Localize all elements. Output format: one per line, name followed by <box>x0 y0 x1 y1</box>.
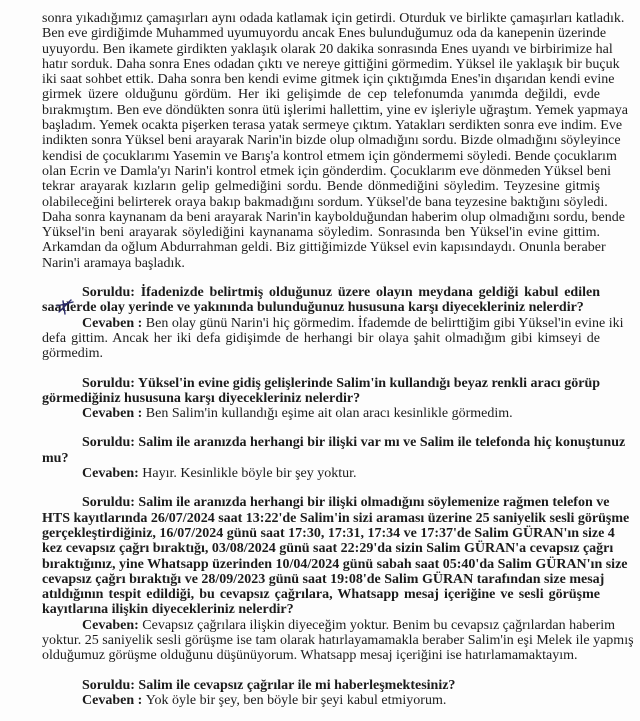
body-text: yoktur. 25 saniyelik sesli görüşme ise tam olarak hatırlayamamakla beraber Salim'in eşi Melek ile yapmış <box>42 632 634 648</box>
body-text: olduğumuz görüşme olduğunu düşünüyorum. Whatsapp mesaj içeriğini ise hatırlamamaktayım. <box>42 648 578 664</box>
text-line <box>42 41 613 57</box>
question-text: mu? <box>42 450 69 466</box>
text-line <box>42 510 630 526</box>
text-line <box>42 72 615 88</box>
body-text: kendisi de çocuklarımı Yasemin ve Barış'a kontrol etmem için göndermemi söyledi. Bende çocuklarım <box>42 148 617 164</box>
body-text: Ben eve girdiğimde Muhammed uyumuyordu ancak Enes bulunduğumuz oda da kanepenin üzerinde <box>42 26 607 42</box>
text-line <box>42 194 608 210</box>
text-line <box>42 376 600 391</box>
text-line <box>42 406 600 421</box>
body-text: iki saat sohbet ettik. Daha sonra ben kendi evime gitmek için çıktığımda Enes'in dışarıdan kendi evine <box>42 72 615 88</box>
body-text: indikten sonra Yüksel beni arayarak Narin'in bizde olup olmadığını sordu. Bizde olmadığını söyleyince <box>42 133 621 149</box>
text-line <box>42 466 600 481</box>
body-text: görmedim. <box>42 346 104 362</box>
text-line <box>42 617 616 633</box>
question-answer-block <box>42 285 624 362</box>
text-line <box>42 118 623 134</box>
text-line <box>42 240 606 256</box>
text-line <box>42 435 626 451</box>
body-text: defa gittim. Ancak her iki defa gidişimde de herhangi bir olaya şahit olmadığım gibi kimseyi de <box>42 330 600 346</box>
answer-label: Cevaben: <box>82 617 143 633</box>
text-line <box>42 451 600 466</box>
body-text: Cevapsız çağrılara ilişkin diyeceğim yoktur. Benim bu cevapsız çağrılardan haberim <box>142 617 616 633</box>
question-text: bıraktığınız, yine Whatsapp üzerinden 10/04/2024 günü sabah saat 05:40'da Salim GÜRAN'ın size <box>42 556 628 572</box>
body-text: girmek üzere olduğunu gördüm. Her iki gelişimde de cep telefonumda yanımda değildi, evde <box>42 87 600 103</box>
text-line <box>42 133 621 149</box>
text-line <box>42 56 620 72</box>
text-line <box>42 11 625 26</box>
body-text: uyuyordu. Ben ikamete girdikten yaklaşık olarak 20 dakika sonrasında Enes uyandı ve birbirimize hal <box>42 41 613 57</box>
body-text: Ben olay günü Narin'i hiç görmedim. İfademde de belirttiğim gibi Yüksel'in evine iki <box>145 315 624 331</box>
text-line <box>42 331 600 346</box>
body-text: Narin'i aramaya başladık. <box>42 255 185 271</box>
question-text: gerçekleştirdiğiniz, 16/07/2024 günü saat 17:30, 17:31, 17:34 ve 17:37'de Salim GÜRAN'ın size 4 <box>42 525 615 541</box>
text-line <box>42 632 634 648</box>
text-line <box>42 346 600 361</box>
text-line <box>42 285 600 300</box>
body-text: hatır sorduk. Daha sonra Enes odadan çıktı ve nereye gittiğini görmedim. Yüksel ile yaklaşık bir buçuk <box>42 56 620 72</box>
body-text: tekrar arayarak kızların gelip gelmediğini sordu. Bende dönmediğini söyledim. Teyzesine gitmiş <box>42 179 600 195</box>
text-line <box>42 541 614 557</box>
body-text: Arkamdan da oğlum Abdurrahman geldi. Biz gittiğimizde Yüksel evin kapısındaydı. Onunla beraber <box>42 240 606 256</box>
text-line <box>42 102 628 118</box>
question-text: Soruldu: Salim ile aranızda herhangi bir ilişki olmadığını söylemenize rağmen telefon ve <box>82 495 610 511</box>
text-line <box>42 587 600 602</box>
body-text: başladım. Yemek ocakta pişerken terasa yatak sermeye çıktım. Yatakları serdikten sonra eve indim. Eve <box>42 118 623 134</box>
text-line <box>42 556 628 572</box>
text-line <box>42 525 615 541</box>
handwritten-mark-icon <box>55 298 79 316</box>
question-answer-block <box>42 678 600 709</box>
answer-label: Cevaben : <box>82 692 146 708</box>
text-line <box>42 300 600 315</box>
question-answer-block <box>42 495 634 664</box>
body-text: bırakmıştım. Ben eve döndükten sonra ütü işlerimi hallettim, yine ev işleriyle uğraştım. Yemek yapmaya <box>42 102 628 118</box>
question-text: Soruldu: Yüksel'in evine gidiş gelişlerinde Salim'in kullandığı beyaz renkli aracı görüp <box>82 375 601 391</box>
question-text: HTS kayıtlarında 26/07/2024 saat 13:22'de Salim'in sizi araması üzerine 25 saniyelik sesli görüşme <box>42 510 630 526</box>
answer-label: Cevaben : <box>82 315 146 331</box>
text-line <box>42 225 600 240</box>
body-text: sonra yıkadığımız çamaşırları aynı odada katlamak için getirdi. Oturduk ve birlikte çamaşırları katladık. <box>42 11 625 26</box>
document-body <box>42 11 634 708</box>
text-line <box>42 163 612 179</box>
body-text: olan Ecrin ve Damla'yı Narin'i kontrol etmek için gönderdim. Çocuklarım eve dönmeden Yüksel beni <box>42 163 612 179</box>
text-line <box>42 648 600 663</box>
text-line <box>42 678 600 693</box>
text-line <box>42 391 600 406</box>
statement-paragraph <box>42 11 628 271</box>
question-text: atıldığının tespit edildiği, bu cevapsız çağrılara, Whatsapp mesaj içeriğine ve sesli görüşme <box>42 587 600 603</box>
text-line <box>42 87 600 102</box>
question-text: Soruldu: Salim ile aranızda herhangi bir ilişki var mı ve Salim ile telefonda hiç konuştunuz <box>82 435 626 451</box>
question-text: cevapsız çağrı bıraktığı ve 28/09/2023 günü saat 19:08'de Salim GÜRAN tarafından size mesaj <box>42 571 605 587</box>
text-line <box>42 602 600 617</box>
answer-label: Cevaben: <box>82 466 143 482</box>
body-text: Hayır. Kesinlikle böyle bir şey yoktur. <box>142 466 357 482</box>
text-line <box>42 693 600 708</box>
text-line <box>42 179 600 194</box>
text-line <box>42 495 610 511</box>
body-text: Yüksel'in beni arayarak söylediğini kaynanama söyledim. Sonrasında ben Yüksel'in evine gittim. <box>42 225 600 241</box>
text-line <box>42 148 617 164</box>
text-line <box>42 315 624 331</box>
question-answer-block <box>42 435 626 482</box>
question-text: Soruldu: İfadenizde belirtmiş olduğunuz üzere olayın meydana geldiği kabul edilen <box>82 285 600 301</box>
text-line <box>42 209 625 225</box>
question-text: görmediğiniz hususuna karşı diyecekleriniz nelerdir? <box>42 390 361 406</box>
body-text: Ben Salim'in kullandığı eşime ait olan aracı kesinlikle görmedim. <box>145 406 513 422</box>
text-line <box>42 26 607 42</box>
question-text: Soruldu: Salim ile cevapsız çağrılar ile mi haberleşmektesiniz? <box>82 677 456 693</box>
body-text: olabileceğini belirterek oraya bakıp bakmadığını sordum. Yüksel'de bana teyzesine baktığını söyledi. <box>42 194 608 210</box>
body-text: Yok öyle bir şey, ben böyle bir şeyi kabul etmiyorum. <box>145 692 447 708</box>
answer-label: Cevaben : <box>82 406 146 422</box>
question-text: kez cevapsız çağrı bıraktığı, 03/08/2024 günü saat 22:29'da sizin Salim GÜRAN'a cevapsız çağrı <box>42 541 614 557</box>
text-line <box>42 571 605 587</box>
question-text: saatlerde olay yerinde ve yakınında bulunduğunuz hususuna karşı diyecekleriniz nelerdir? <box>42 300 584 316</box>
question-answer-block <box>42 376 600 422</box>
text-line <box>42 256 600 271</box>
question-text: kayıtlarına ilişkin diyecekleriniz nelerdir? <box>42 602 294 618</box>
body-text: Daha sonra kaynanam da beni arayarak Narin'in kaybolduğundan haberim olup olmadığını sordu, bende <box>42 209 625 225</box>
